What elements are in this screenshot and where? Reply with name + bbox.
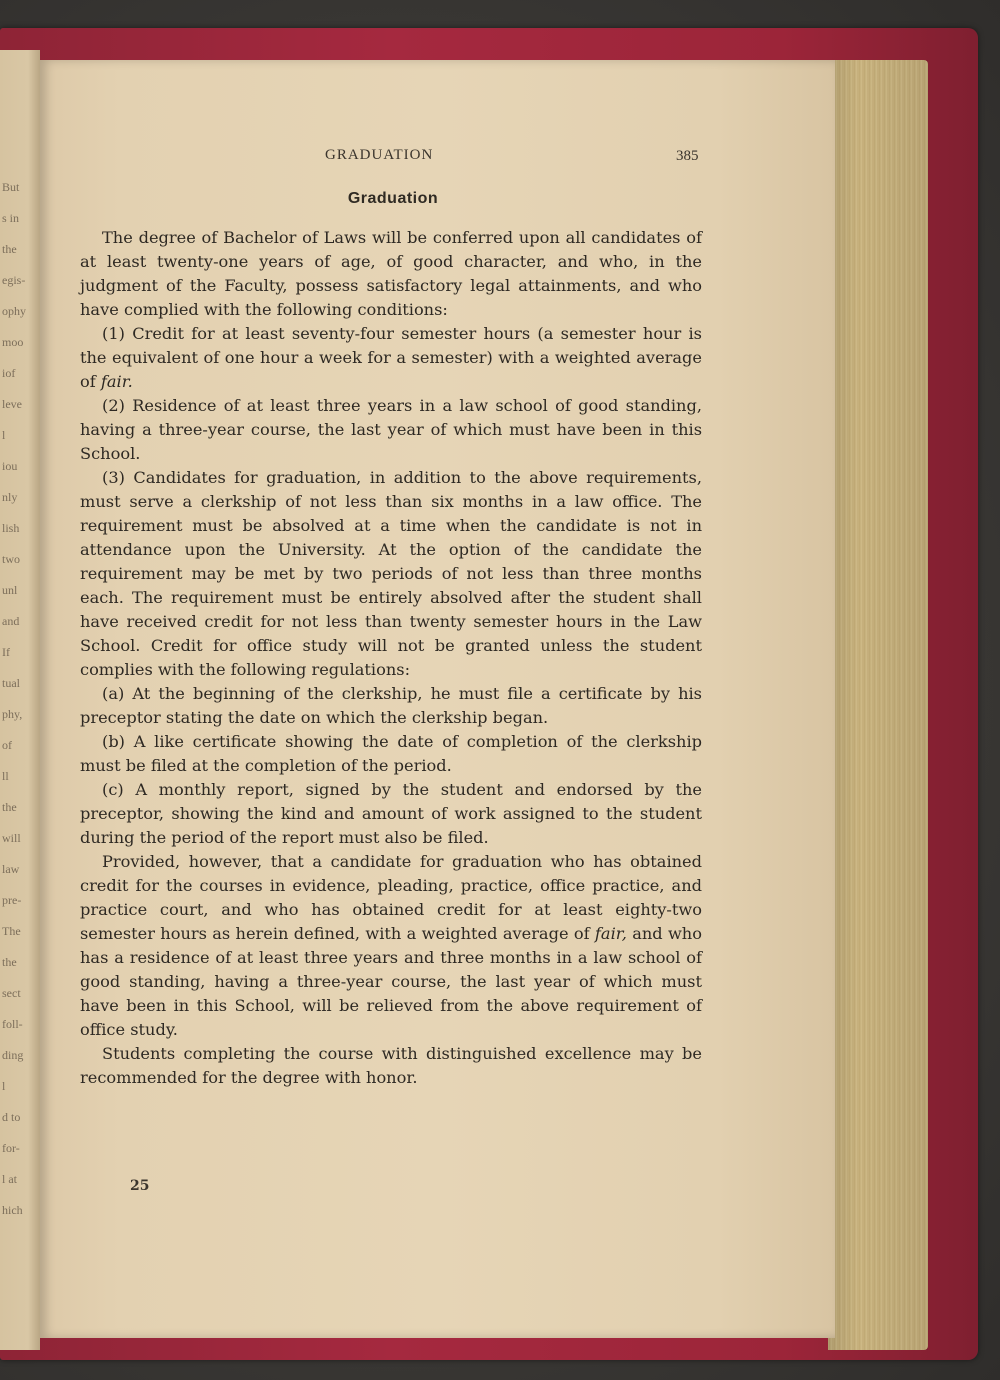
facing-page-fragment: lish [2, 521, 20, 535]
facing-page-fragment: ll [2, 769, 9, 783]
proviso-italic: fair, [594, 924, 627, 943]
body-text [80, 226, 702, 1090]
facing-page-fragment: l [2, 428, 6, 442]
paragraph-regulation-c: (c) A monthly report, signed by the student and endorsed by the preceptor, showing the kind and amount of work assigned to the student during the period of the report must also be filed. [80, 780, 702, 847]
facing-page-fragment: The [2, 924, 21, 938]
facing-page-fragment: d to [2, 1110, 21, 1124]
facing-page-fragment: foll- [2, 1017, 23, 1031]
facing-page-fragment: moo [2, 335, 24, 349]
paragraph-condition-1 [80, 322, 702, 394]
facing-page-fragment: law [2, 862, 20, 876]
facing-page-fragment: leve [2, 397, 22, 411]
paragraph-regulation-a: (a) At the beginning of the clerkship, he must file a certificate by his preceptor stating the date on which the clerkship began. [80, 684, 702, 727]
page-edges-shade [828, 60, 928, 1350]
facing-page-fragment: ding [2, 1048, 24, 1062]
paragraph-intro: The degree of Bachelor of Laws will be conferred upon all candidates of at least twenty-one years of age, of good character, and who, in the judgment of the Faculty, possess satisfactory legal attainments, and who have complied with the following conditions: [80, 228, 702, 319]
proviso-text-1: Provided, however, that a candidate for graduation who has obtained credit for the courses in evidence, pleading, practice, office practice, and practice court, and who has obtained credit for at least eighty-two semester hours as herein defined, with a weighted average of [80, 852, 702, 943]
paragraph-honor: Students completing the course with distinguished excellence may be recommended for the degree with honor. [80, 1044, 702, 1087]
facing-page-fragment: and [2, 614, 20, 628]
facing-page-fragment: two [2, 552, 20, 566]
facing-page-fragment: egis- [2, 273, 26, 287]
facing-page-fragment: s in [2, 211, 20, 225]
facing-page-fragment: tual [2, 676, 20, 690]
facing-page-fragment: If [2, 645, 10, 659]
facing-page-fragment: unl [2, 583, 18, 597]
facing-page-fragment: iof [2, 366, 16, 380]
paragraph-condition-2: (2) Residence of at least three years in a law school of good standing, having a three-year course, the last year of which must have been in this School. [80, 396, 702, 463]
facing-page-fragment: the [2, 800, 17, 814]
facing-page-fragment: the [2, 955, 17, 969]
condition-1-italic: fair. [100, 372, 133, 391]
facing-page-fragment: nly [2, 490, 18, 504]
facing-page-fragment: will [2, 831, 21, 845]
running-head: GRADUATION [325, 147, 434, 163]
facing-page-fragment: l [2, 1079, 6, 1093]
section-title: Graduation [347, 190, 439, 207]
facing-page-fragment: for- [2, 1141, 20, 1155]
condition-1-text: (1) Credit for at least seventy-four semester hours (a semester hour is the equivalent of one hour a week for a semester) with a weighted average of [80, 324, 702, 391]
facing-page-fragment: iou [2, 459, 18, 473]
paragraph-proviso [80, 850, 702, 1042]
facing-page-fragment: pre- [2, 893, 22, 907]
facing-page-fragment: sect [2, 986, 21, 1000]
proviso-text-2: and who has a residence of at least three years and three months in a law school of good standing, having a three-year course, the last year of which must have been in this School, will be relieved from the above requirement of office study. [80, 924, 702, 1039]
paragraph-regulation-b: (b) A like certificate showing the date of completion of the clerkship must be filed at the completion of the period. [80, 732, 702, 775]
paragraph-condition-3: (3) Candidates for graduation, in addition to the above requirements, must serve a clerkship of not less than six months in a law office. The requirement must be absolved at a time when the candidate is not in attendance upon the University. At the option of the candidate the requirement may be met by two periods of not less than three months each. The requirement must be entirely absolved after the student shall have received credit for not less than twenty semester hours in the Law School. Credit for office study will not be granted unless the student complies with the following regulations: [80, 468, 702, 679]
facing-page-fragment: phy, [2, 707, 23, 721]
facing-page-fragment: But [2, 180, 20, 194]
facing-page-sliver [0, 50, 40, 1350]
facing-page-fragment: of [2, 738, 12, 752]
facing-page-fragment: the [2, 242, 17, 256]
facing-page-fragment: ophy [2, 304, 26, 318]
facing-page-fragment: hich [2, 1203, 23, 1217]
signature-mark: 25 [130, 1178, 150, 1194]
facing-page-fragment: l at [2, 1172, 17, 1186]
page-number: 385 [676, 148, 699, 164]
